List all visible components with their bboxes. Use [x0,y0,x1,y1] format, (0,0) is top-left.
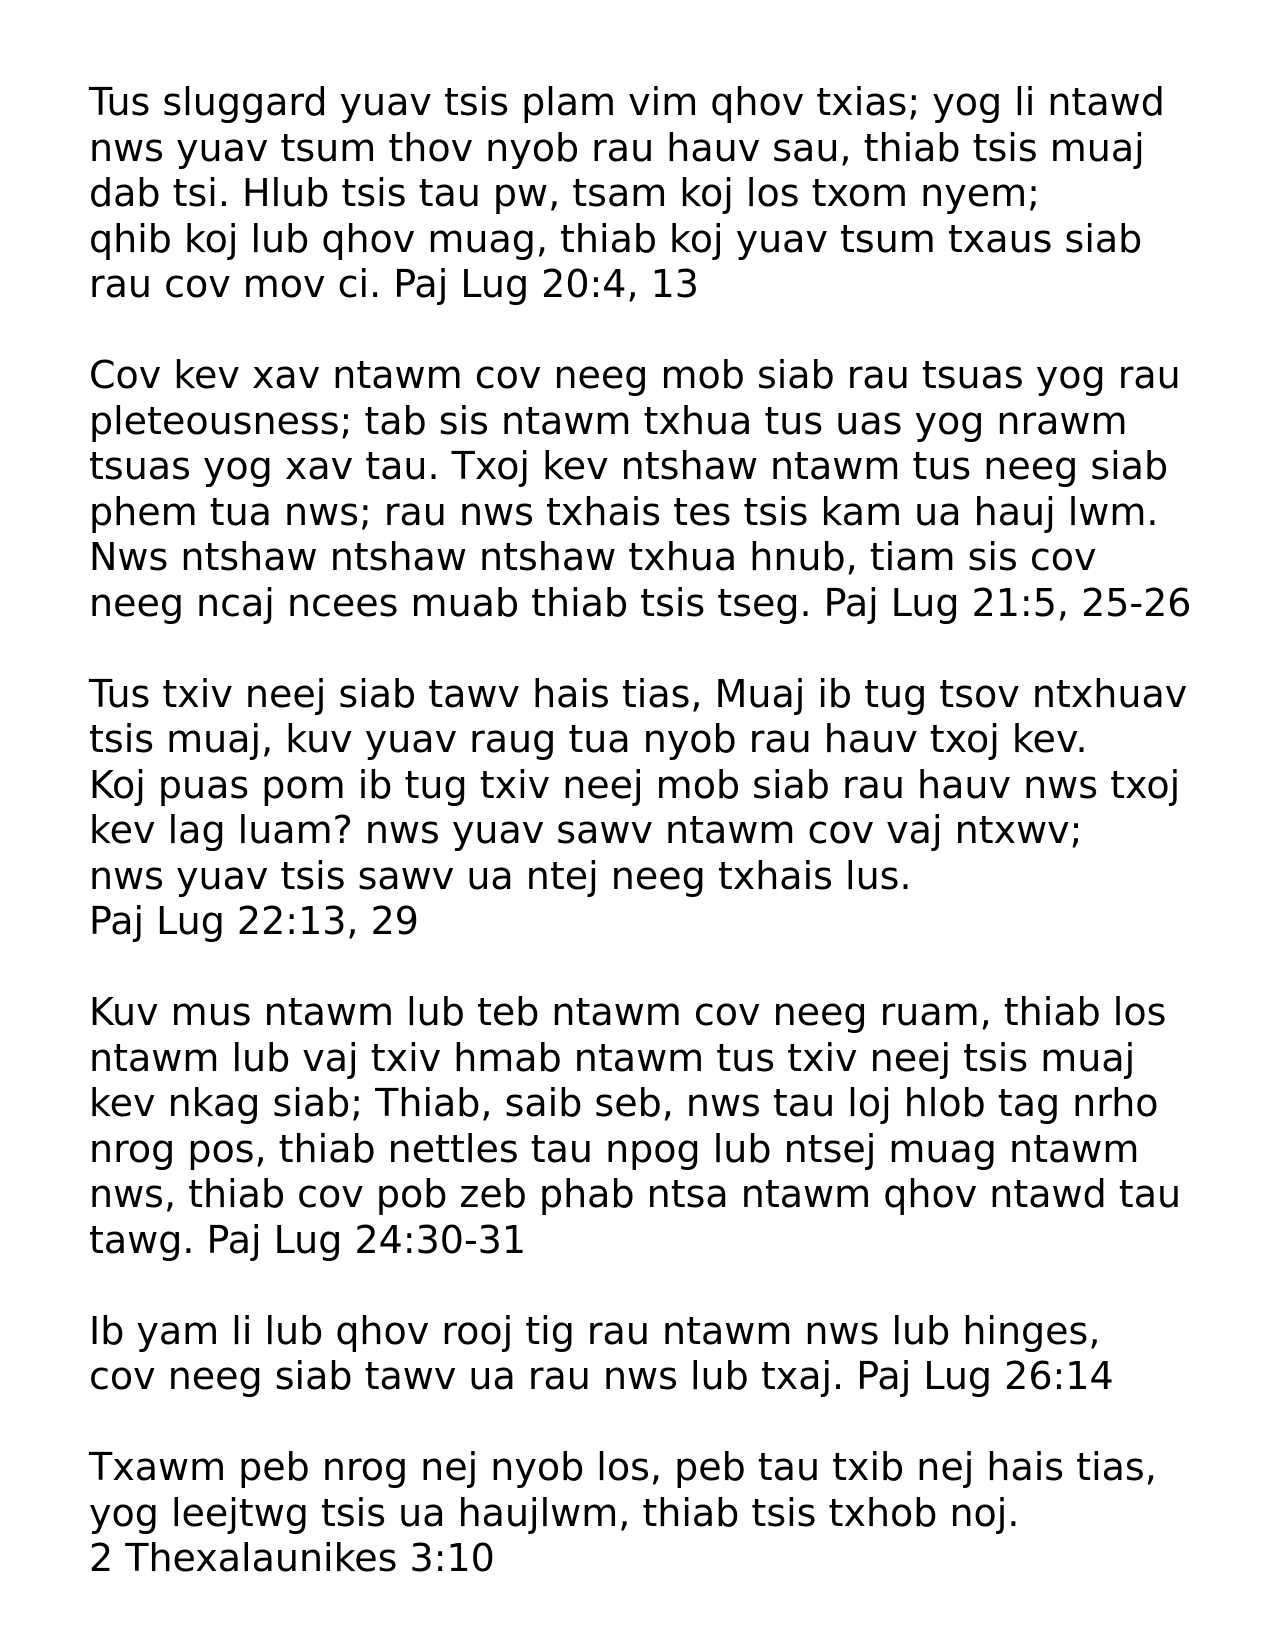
text-line: nws yuav tsum thov nyob rau hauv sau, thiab tsis muaj [89,125,1145,170]
passage-3 [89,672,1249,945]
text-line: nws yuav tsis sawv ua ntej neeg txhais lus. [89,853,912,898]
text-line: tsis muaj, kuv yuav raug tua nyob rau hauv txoj kev. [89,717,1088,761]
text-line: tawg. Paj Lug 24:30-31 [89,1217,527,1262]
text-line: nws, thiab cov pob zeb phab ntsa ntawm qhov ntawd tau [89,1172,1182,1216]
passage-5 [89,1309,1249,1400]
text-line: pleteousness; tab sis ntawm txhua tus uas yog nrawm [89,398,1128,443]
text-line: Txawm peb nrog nej nyob los, peb tau txib nej hais tias, [89,1445,1157,1489]
document-page [89,80,1249,1627]
text-line: Tus txiv neej siab tawv hais tias, Muaj ib tug tsov ntxhuav [89,671,1188,716]
text-line: Cov kev xav ntawm cov neeg mob siab rau tsuas yog rau [89,353,1181,397]
text-line: tsuas yog xav tau. Txoj kev ntshaw ntawm tus neeg siab [89,444,1169,488]
passage-1 [89,80,1249,308]
text-line: kev lag luam? nws yuav sawv ntawm cov vaj ntxwv; [89,808,1083,852]
text-line: nrog pos, thiab nettles tau npog lub ntsej muag ntawm [89,1126,1140,1171]
text-line: kev nkag siab; Thiab, saib seb, nws tau loj hlob tag nrho [89,1081,1159,1125]
text-line: Kuv mus ntawm lub teb ntawm cov neeg ruam, thiab los [89,990,1167,1034]
text-line: Koj puas pom ib tug txiv neej mob siab rau hauv nws txoj [89,762,1181,807]
text-line: 2 Thexalaunikes 3:10 [89,1536,495,1580]
text-line: ntawm lub vaj txiv hmab ntawm tus txiv neej tsis muaj [89,1035,1136,1080]
text-line: rau cov mov ci. Paj Lug 20:4, 13 [89,262,699,306]
text-line: cov neeg siab tawv ua rau nws lub txaj. Paj Lug 26:14 [89,1354,1114,1398]
passage-2 [89,353,1249,626]
text-line: dab tsi. Hlub tsis tau pw, tsam koj los txom nyem; [89,171,1040,215]
text-line: neeg ncaj ncees muab thiab tsis tseg. Paj Lug 21:5, 25-26 [89,580,1192,625]
text-line: Ib yam li lub qhov rooj tig rau ntawm nws lub hinges, [89,1308,1101,1353]
passage-6 [89,1445,1249,1582]
text-line: Paj Lug 22:13, 29 [89,899,419,943]
passage-4 [89,990,1249,1263]
text-line: qhib koj lub qhov muag, thiab koj yuav tsum txaus siab [89,216,1143,261]
text-line: Tus sluggard yuav tsis plam vim qhov txias; yog li ntawd [89,80,1165,124]
text-line: phem tua nws; rau nws txhais tes tsis kam ua hauj lwm. [89,489,1159,534]
text-line: yog leejtwg tsis ua haujlwm, thiab tsis txhob noj. [89,1490,1020,1535]
text-line: Nws ntshaw ntshaw ntshaw txhua hnub, tiam sis cov [89,535,1097,579]
